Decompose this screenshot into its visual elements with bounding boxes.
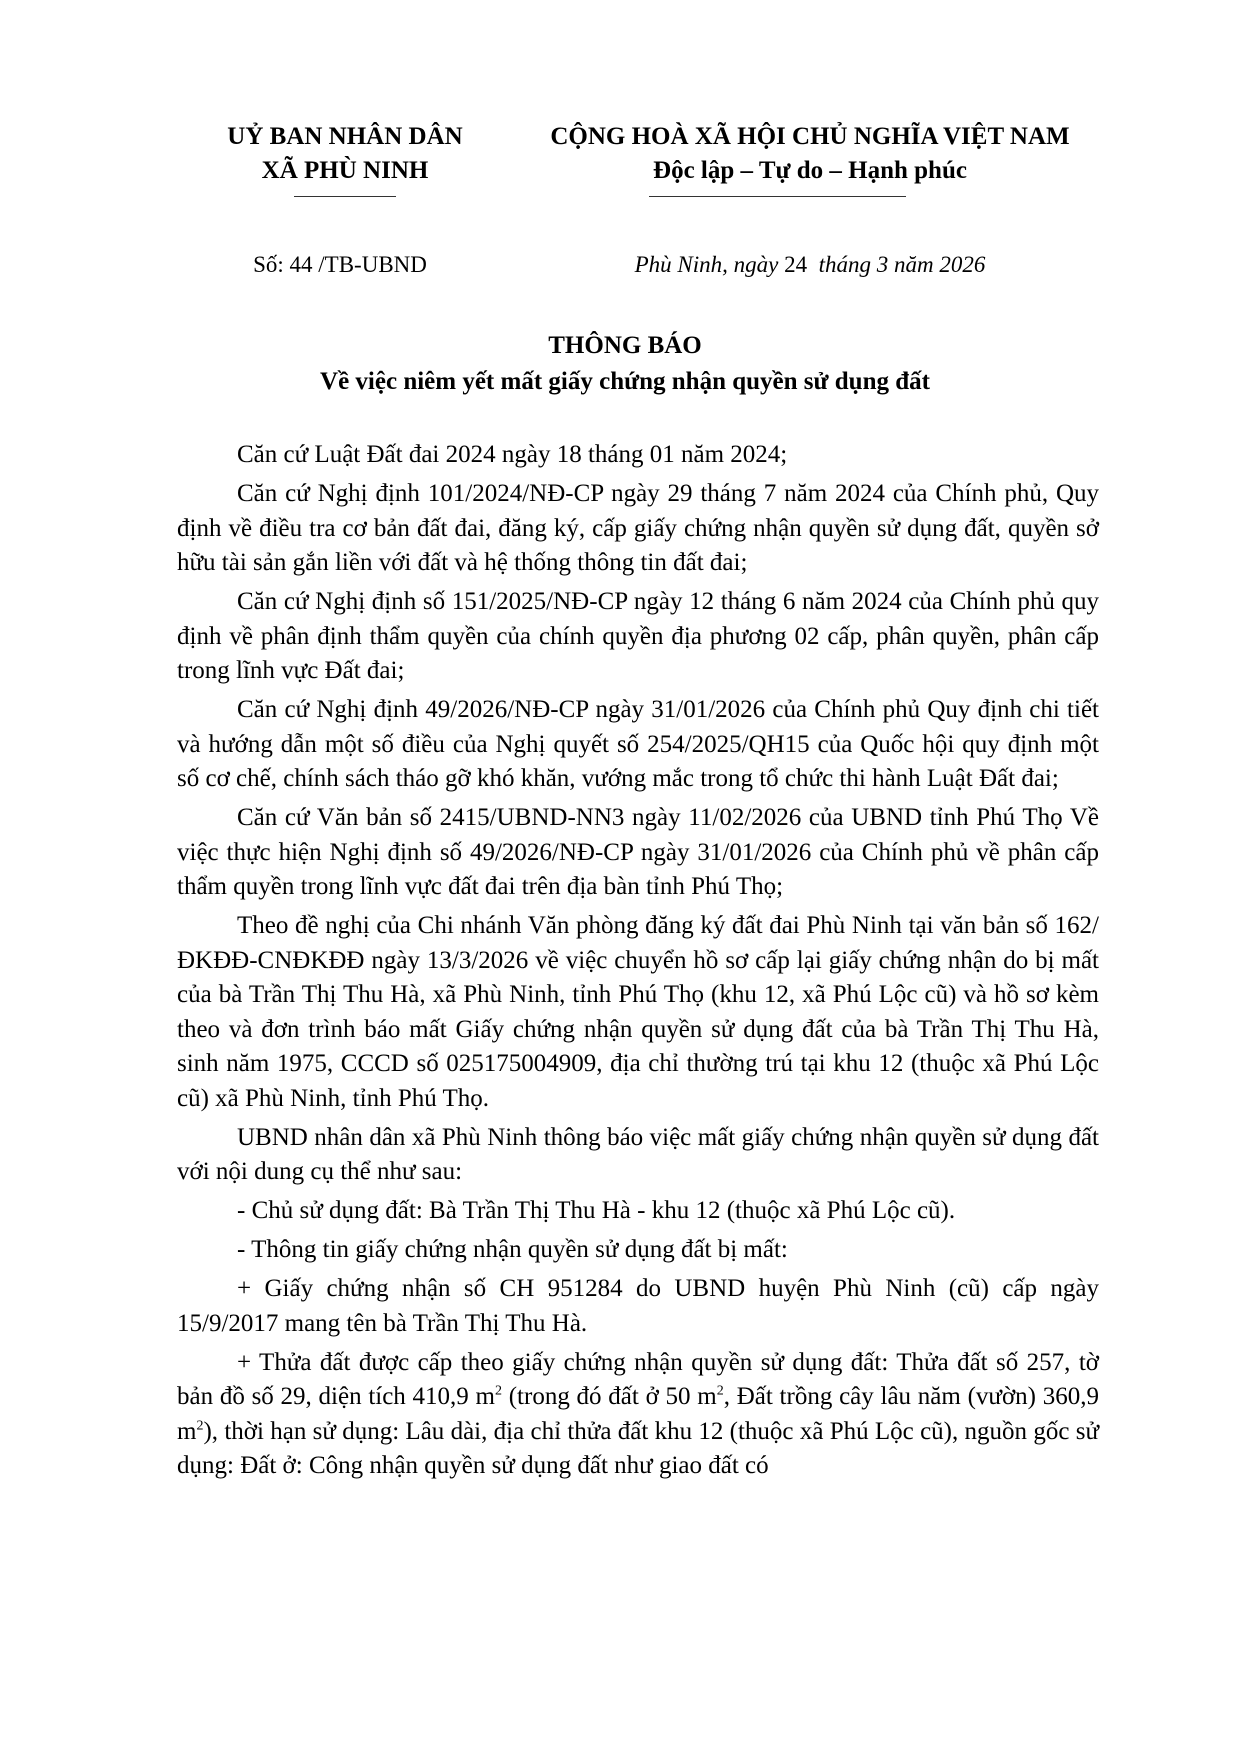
paragraph-legal-basis-4: Căn cứ Nghị định 49/2026/NĐ-CP ngày 31/01/2026 của Chính phủ Quy định chi tiết và hướng dẫn một số điều của Nghị quyết số 254/2025/QH15 của Quốc hội quy định một số cơ chế, chính sách tháo gỡ khó khăn, vướng mắc trong tổ chức thi hành Luật Đất đai; [177, 696, 1099, 792]
paragraph-land-user: - Chủ sử dụng đất: Bà Trần Thị Thu Hà - khu 12 (thuộc xã Phú Lộc cũ). [237, 1197, 956, 1224]
paragraph-announcement: UBND nhân dân xã Phù Ninh thông báo việc mất giấy chứng nhận quyền sử dụng đất với nội dung cụ thể như sau: [177, 1123, 1099, 1185]
paragraph-land-parcel [177, 1346, 1099, 1484]
agency-line-1: UỶ BAN NHÂN DÂN [227, 123, 463, 150]
parcel-text-4: ), thời hạn sử dụng: Lâu dài, địa chỉ thửa đất khu 12 (thuộc xã Phú Lộc cũ), nguồn gốc sử dụng: Đất ở: Công nhận quyền sử dụng đất như giao đất có [177, 1417, 1099, 1479]
parcel-text-1: + Thửa đất được cấp theo giấy chứng nhận quyền sử dụng đất: Thửa đất số 257, tờ bản đồ số 29, diện tích 410,9 m [177, 1348, 1099, 1410]
document-title-block [150, 328, 1100, 400]
parcel-text-2: (trong đó đất ở 50 m [501, 1383, 717, 1410]
superscript-1: 2 [494, 1383, 502, 1399]
motto-underline [649, 196, 906, 197]
superscript-3: 2 [196, 1418, 204, 1434]
document-body [177, 438, 1099, 1488]
national-motto [520, 120, 1100, 188]
issuing-agency [180, 120, 510, 188]
date-place: Phù Ninh, ngày [634, 252, 779, 277]
document-number: Số: 44 /TB-UBND [253, 252, 427, 277]
document-subtitle: Về việc niêm yết mất giấy chứng nhận quyền sử dụng đất [320, 368, 930, 395]
paragraph-legal-basis-5: Căn cứ Văn bản số 2415/UBND-NN3 ngày 11/02/2026 của UBND tỉnh Phú Thọ Về việc thực hiện Nghị định số 49/2026/NĐ-CP ngày 31/01/2026 của Chính phủ về phân cấp thẩm quyền trong lĩnh vực đất đai trên địa bàn tỉnh Phú Thọ; [177, 804, 1099, 900]
paragraph-certificate-number: + Giấy chứng nhận số CH 951284 do UBND huyện Phù Ninh (cũ) cấp ngày 15/9/2017 mang tên bà Trần Thị Thu Hà. [177, 1275, 1099, 1337]
motto: Độc lập – Tự do – Hạnh phúc [653, 157, 967, 184]
document-date [520, 252, 1100, 278]
agency-line-2: XÃ PHÙ NINH [261, 157, 429, 184]
paragraph-proposal: Theo đề nghị của Chi nhánh Văn phòng đăng ký đất đai Phù Ninh tại văn bản số 162/ĐKĐĐ-CNĐKĐĐ ngày 13/3/2026 về việc chuyển hồ sơ cấp lại giấy chứng nhận do bị mất của bà Trần Thị Thu Hà, xã Phù Ninh, tỉnh Phú Thọ (khu 12, xã Phú Lộc cũ) và hồ sơ kèm theo và đơn trình báo mất Giấy chứng nhận quyền sử dụng đất của bà Trần Thị Thu Hà, sinh năm 1975, CCCD số 025175004909, địa chỉ thường trú tại khu 12 (thuộc xã Phú Lộc cũ) xã Phù Ninh, tỉnh Phú Thọ. [177, 912, 1099, 1112]
paragraph-legal-basis-2: Căn cứ Nghị định 101/2024/NĐ-CP ngày 29 tháng 7 năm 2024 của Chính phủ, Quy định về điều tra cơ bản đất đai, đăng ký, cấp giấy chứng nhận quyền sử dụng đất, quyền sở hữu tài sản gắn liền với đất và hệ thống thông tin đất đai; [177, 480, 1099, 576]
date-month-year: tháng 3 năm 2026 [818, 252, 986, 277]
date-day: 24 [784, 252, 808, 277]
parcel-text-3: , Đất trồng cây lâu năm (vườn) 360,9 m [177, 1383, 1099, 1445]
document-title: THÔNG BÁO [548, 332, 702, 359]
country-name: CỘNG HOÀ XÃ HỘI CHỦ NGHĨA VIỆT NAM [550, 123, 1070, 150]
paragraph-legal-basis-3: Căn cứ Nghị định số 151/2025/NĐ-CP ngày 12 tháng 6 năm 2024 của Chính phủ quy định về phân định thẩm quyền của chính quyền địa phương 02 cấp, phân quyền, phân cấp trong lĩnh vực Đất đai; [177, 588, 1099, 684]
agency-underline [294, 196, 396, 197]
paragraph-lost-certificate-info: - Thông tin giấy chứng nhận quyền sử dụng đất bị mất: [237, 1236, 788, 1263]
superscript-2: 2 [716, 1383, 724, 1399]
paragraph-legal-basis-1: Căn cứ Luật Đất đai 2024 ngày 18 tháng 01 năm 2024; [237, 441, 788, 468]
